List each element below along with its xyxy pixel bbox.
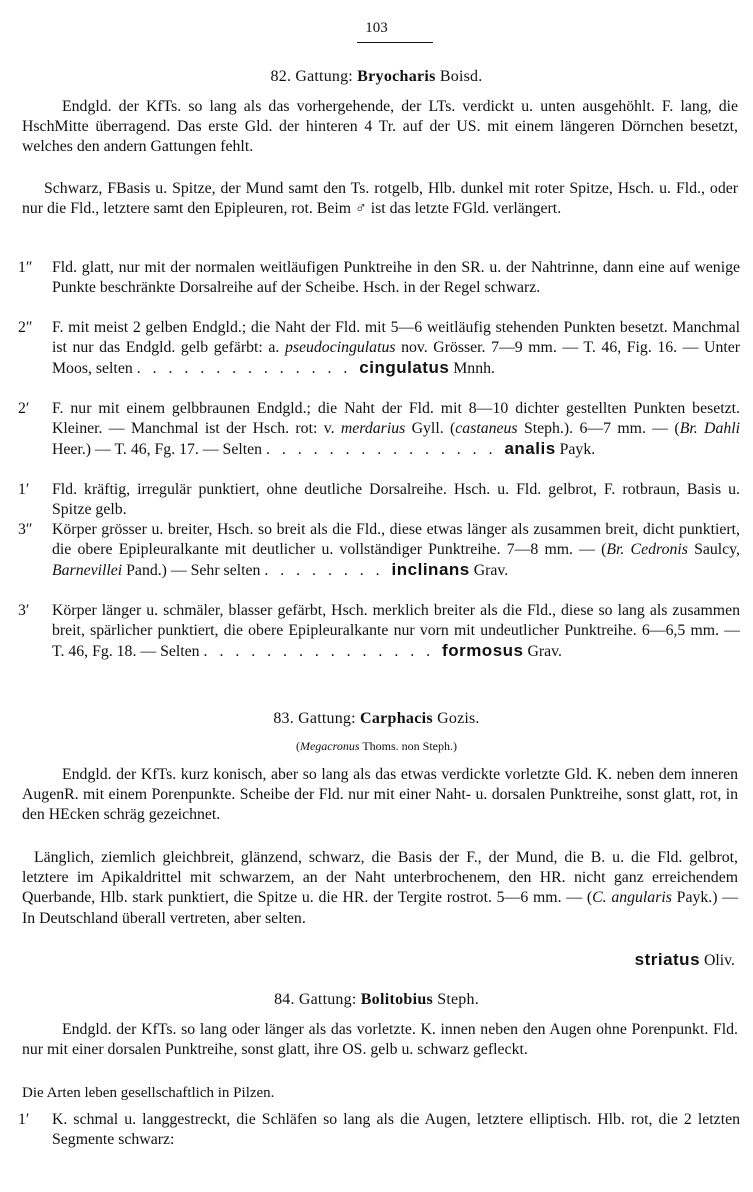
genus-84-description: Endgld. der KfTs. so lang oder länger als das vorletzte. K. innen neben den Augen ohne Porenpunkt. Fld. nur mit einer dorsalen Punktreihe, sonst glatt, ihre OS. gelb u. schwarz gefleckt. [22, 1021, 738, 1059]
genus-82-heading [0, 68, 753, 86]
genus-83-species-description: Länglich, ziemlich gleichbreit, glänzend, schwarz, die Basis der F., der Mund, die B. u. die Fld. gelbrot, letztere im Apikaldrittel mit schwarzem, an der Naht unterbrochenem, den HR. nicht ganz erreichendem Querbande, Hlb. stark punktiert, die Spitze u. die HR. der Tergite rostrot. 5—6 mm. — (C. angularis Payk.) — In Deutschland überall vertreten, aber selten. [22, 849, 739, 927]
species-analis: analis [504, 439, 556, 459]
genus-82-description: Endgld. der KfTs. so lang als das vorhergehende, der LTs. verdickt u. unten ausgehöhlt. F. lang, die HschMitte überragend. Das erste Gld. der hinteren 4 Tr. auf der US. mit einem längeren Dörnchen besetzt, welches den andern Gattungen fehlt. [22, 98, 738, 156]
genus-83-synonym: (Megacronus Thoms. non Steph.) [295, 739, 457, 753]
species-inclinans: inclinans [391, 560, 470, 580]
genus-82-number: 82. Gattung: [270, 68, 353, 85]
species-striatus: striatus [634, 950, 701, 969]
genus-83-name: Carphacis [359, 710, 433, 727]
genus-83-heading: 83. Gattung: Carphacis Gozis. [273, 710, 480, 727]
genus-82-coloration: Schwarz, FBasis u. Spitze, der Mund samt den Ts. rotgelb, Hlb. dunkel mit roter Spitze, Hsch. u. Fld., oder nur die Fld., letztere samt den Epipleuren, rot. Beim ♂ ist das letzte FGld. verlängert. [22, 180, 738, 218]
genus-83-species-line: striatus Oliv. [634, 950, 735, 969]
document-page: 103 82. Gattung: Bryocharis Boisd. Endgld. der KfTs. so lang als das vorhergehende, der LTs. verdickt u. unten ausgehöhlt. F. lang, die HschMitte überragend. Das erste Gld. der hinteren 4 Tr. auf der US. mit einem längeren Dörnchen besetzt, welches den andern Gattungen fehlt. Schwarz, FBasis u. Spitze, der Mund samt den Ts. rotgelb, Hlb. dunkel mit roter Spitze, Hsch. u. Fld., oder nur die Fld., letztere samt den Epipleuren, rot. Beim ♂ ist das letzte FGld. verlängert. 1″ Fld. glatt, nur mit der normalen weitläufigen Punktreihe in den SR. u. der Nahtrinne, dann eine auf wenige Punkte beschränkte Dorsalreihe auf der Scheibe. Hsch. in der Regel schwarz. 2″ F. mit meist 2 gelben Endgld.; die Naht der Fld. mit 5—6 weitläufig stehenden Punkten besetzt. Manchmal ist nur das Endgld. gelb gefärbt: a. pseudocingulatus nov. Grösser. 7—9 mm. — T. 46, Fig. 16. — Unter Moos, selten . . . . . . . . . . . . . . cingulatus Mnnh. 2′ F. nur mit einem gelbbraunen Endgld.; die Naht der Fld. mit 8—10 dichter gestellten Punkten besetzt. Kleiner. — Manchmal ist der Hsch. rot: v. merdarius Gyll. (castaneus Steph.). 6—7 mm. — (Br. Dahli Heer.) — T. 46, Fg. 17. — Selten . . . . . . . . . . . . . . . analis Payk. 1′ Fld. kräftig, irregulär punktiert, ohne deutliche Dorsalreihe. Hsch. u. Fld. gelbrot, F. rotbraun, Basis u. Spitze gelb. 3″ Körper grösser u. breiter, Hsch. so breit als die Fld., diese etwas länger als zusammen breit, dicht punktiert, die obere Epipleuralkante mit deutlicher u. vollständiger Punktreihe. 7—8 mm. — (Br. Cedronis Saulcy, Barnevillei Pand.) — Sehr selten . . . . . . . . inclinans Grav. 3′ Körper länger u. schmäler, blasser gefärbt, Hsch. merklich breiter als die Fld., diese so lang als zusammen breit, spärlicher punktiert, die obere Epipleuralkante nur vorn mit undeutlicher Punktreihe. 6—6,5 mm. — T. 46, Fg. 18. — Selten . . . . . . . . . . . . . . . formosus Grav. 83. Gattung: Carphacis Gozis. (Megacronus Thoms. non Steph.) Endgld. der KfTs. kurz konisch, aber so lang als das etwas verdickte vorletzte Gld. K. neben dem inneren AugenR. mit einem Porenpunkte. Scheibe der Fld. nur mit einer Naht- u. dorsalen Punktreihe, sonst glatt, rot, in den HEcken schräg gezeichnet. Länglich, ziemlich gleichbreit, glänzend, schwarz, die Basis der F., der Mund, die B. u. die Fld. gelbrot, letztere im Apikaldrittel mit schwarzem, an der Naht unterbrochenem, den HR. nicht ganz erreichendem Querbande, Hlb. stark punktiert, die Spitze u. die HR. der Tergite rostrot. 5—6 mm. — (C. angularis Payk.) — In Deutschland überall vertreten, aber selten. striatus Oliv. 84. Gattung: Bolitobius Steph. Endgld. der KfTs. so lang oder länger als das vorletzte. K. innen neben den Augen ohne Porenpunkt. Fld. nur mit einer dorsalen Punktreihe, sonst glatt, ihre OS. gelb u. schwarz gefleckt. Die Arten leben gesellschaftlich in Pilzen. 1′ K. schmal u. langgestreckt, die Schläfen so lang als die Augen, letztere elliptisch. Hlb. rot, die 2 letzten Segmente schwarz: [0, 0, 753, 1192]
species-formosus: formosus [442, 641, 524, 661]
genus-82-name: Bryocharis [357, 68, 436, 85]
genus-84-heading: 84. Gattung: Bolitobius Steph. [274, 991, 479, 1008]
species-cingulatus: cingulatus [359, 358, 450, 378]
genus-83-description: Endgld. der KfTs. kurz konisch, aber so lang als das etwas verdickte vorletzte Gld. K. neben dem inneren AugenR. mit einem Porenpunkte. Scheibe der Fld. nur mit einer Naht- u. dorsalen Punktreihe, sonst glatt, rot, in den HEcken schräg gezeichnet. [22, 766, 738, 824]
header-rule [357, 42, 433, 43]
genus-84-habitat: Die Arten leben gesellschaftlich in Pilzen. [22, 1085, 275, 1101]
page-number: 103 [365, 20, 388, 36]
genus-84-name: Bolitobius [360, 991, 434, 1008]
genus-82-author: Boisd. [439, 68, 483, 85]
